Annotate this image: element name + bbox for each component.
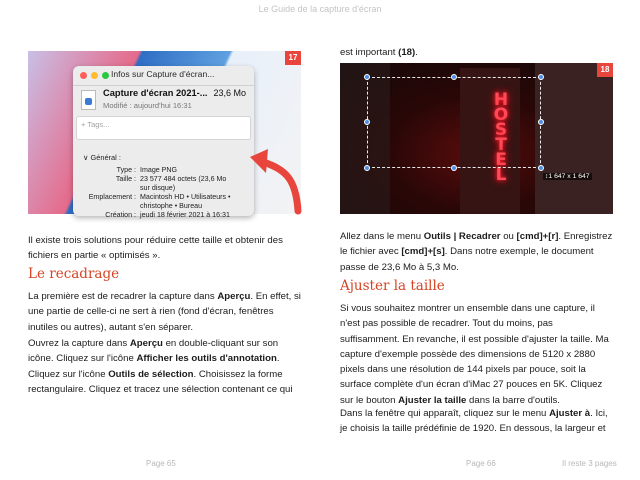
paragraph-recadrer-menu [340, 229, 613, 275]
crop-handle[interactable] [538, 119, 544, 125]
crop-handle[interactable] [538, 74, 544, 80]
text-span: . En effet, si une partie de celle-ci ne sert à rien (fond d'écran, fenêtres inutiles ou autres), autant s'en séparer. [28, 291, 301, 333]
info-value: Image PNG [140, 166, 178, 174]
text-span: en double-cliquant sur son icône. Cliquez sur l'icône [28, 338, 279, 365]
text-span: . Choisissez la forme rectangulaire. Cliquez et tracez une sélection contenant ce qui [28, 368, 293, 395]
window-divider [73, 85, 254, 86]
info-key: Taille : [115, 175, 136, 183]
text-span: est important [340, 47, 399, 58]
figure-number-badge: 18 [597, 63, 613, 77]
info-key: Type : [116, 166, 136, 174]
paragraph-recadrage-2 [28, 336, 301, 397]
book-title: Le Guide de la capture d'écran [258, 4, 382, 14]
zoom-window-button[interactable] [102, 72, 109, 79]
crop-handle[interactable] [364, 165, 370, 171]
bold-term: Ajuster la taille [398, 394, 467, 406]
general-section-label[interactable] [83, 153, 121, 162]
paragraph-ajuster-1 [340, 301, 613, 408]
info-value: 23 577 484 octets (23,6 Mo [140, 175, 227, 183]
crop-handle[interactable] [538, 165, 544, 171]
figure-18-screenshot [340, 63, 613, 214]
text-span: Ouvrez la capture dans [28, 338, 130, 349]
text-span: dans la barre d'outils. [466, 394, 560, 406]
png-file-icon [81, 90, 96, 110]
info-value: Macintosh HD • Utilisateurs • [140, 193, 231, 201]
text-span: . Enregistrez le fichier avec [340, 231, 613, 258]
page-number-left: Page 65 [146, 459, 176, 468]
paragraph-continuation [340, 45, 613, 60]
text-span: Allez dans le menu [340, 231, 424, 242]
text-span: . Ici, je choisis la taille prédéfinie de 1920. En dessous, la largeur et [340, 408, 608, 435]
bold-term: Ajuster à [549, 408, 591, 419]
info-value: sur disque) [140, 184, 176, 192]
bold-term: [cmd]+[s] [401, 246, 445, 258]
crop-handle[interactable] [451, 74, 457, 80]
figure-number-badge: 17 [285, 51, 301, 65]
general-label-text: Général : [90, 153, 121, 162]
info-value: jeudi 18 février 2021 à 16:31 [140, 211, 230, 219]
text-span: Il existe trois solutions pour réduire cette taille et obtenir des fichiers en partie « optimisés ». [28, 235, 283, 262]
figure-17-screenshot [28, 51, 301, 219]
paragraph-ajuster-2 [340, 406, 613, 437]
text-span: Dans la fenêtre qui apparaît, cliquez sur le menu [340, 408, 550, 419]
section-heading-ajuster: Ajuster la taille [340, 278, 445, 294]
crop-handle[interactable] [451, 165, 457, 171]
bold-term: Outils de sélection [108, 368, 194, 380]
tags-input[interactable]: + Tags... [76, 116, 251, 140]
crop-selection-rectangle[interactable] [367, 77, 541, 168]
crop-dimension-label: ↕1 647 x 1 647 [545, 173, 590, 180]
bold-term: (18) [398, 47, 416, 58]
paragraph-recadrage-1 [28, 289, 301, 335]
paragraph-intro [28, 233, 301, 264]
file-size: 23,6 Mo [213, 88, 246, 98]
minimize-window-button[interactable] [91, 72, 98, 79]
text-span: Si vous souhaitez montrer un ensemble dans une capture, il n'est pas possible de recadrer. Tout du moins, pas suffisamment. En revanche, il est possible d'ajuster la taille. Ma capture d'exemple possède des dimensions de 5120 x 2880 pixels dans une résolution de 144 pixels par pouce, soit la surface complète d'un écran d'iMac 27 pouces en 5K. Cliquez sur le bouton [340, 303, 609, 406]
red-arrow-icon [248, 99, 301, 214]
info-window [73, 66, 254, 219]
crop-handle[interactable] [364, 119, 370, 125]
building-facade-right [535, 63, 613, 214]
text-span: La première est de recadrer la capture dans [28, 291, 218, 302]
text-span: . Dans notre exemple, le document passe de 23,6 Mo à 5,3 Mo. [340, 246, 594, 273]
close-window-button[interactable] [80, 72, 87, 79]
file-name: Capture d'écran 2021-... [103, 88, 208, 98]
section-heading-recadrage: Le recadrage [28, 266, 120, 282]
pages-remaining: Il reste 3 pages [562, 459, 617, 468]
info-key: Emplacement : [88, 193, 136, 201]
bold-term: Afficher les outils d'annotation [136, 353, 277, 365]
info-value: christophe • Bureau [140, 202, 203, 210]
neon-sign: HOSTEL [493, 90, 509, 185]
bold-term: Outils | Recadrer [423, 231, 501, 242]
text-span: ou [500, 231, 517, 242]
crop-handle[interactable] [364, 74, 370, 80]
window-title: Infos sur Capture d'écran... [111, 69, 215, 79]
page-number-right: Page 66 [466, 459, 496, 468]
info-key: Création : [105, 211, 136, 219]
file-modified: Modifié : aujourd'hui 16:31 [103, 101, 192, 110]
bold-term: Aperçu [129, 338, 163, 349]
disclosure-triangle-icon: ∨ [83, 153, 91, 162]
text-span: . Cliquez sur l'icône [28, 353, 280, 380]
text-span: . [415, 47, 418, 58]
bold-term: Aperçu [217, 291, 251, 302]
bold-term: [cmd]+[r] [516, 231, 559, 242]
